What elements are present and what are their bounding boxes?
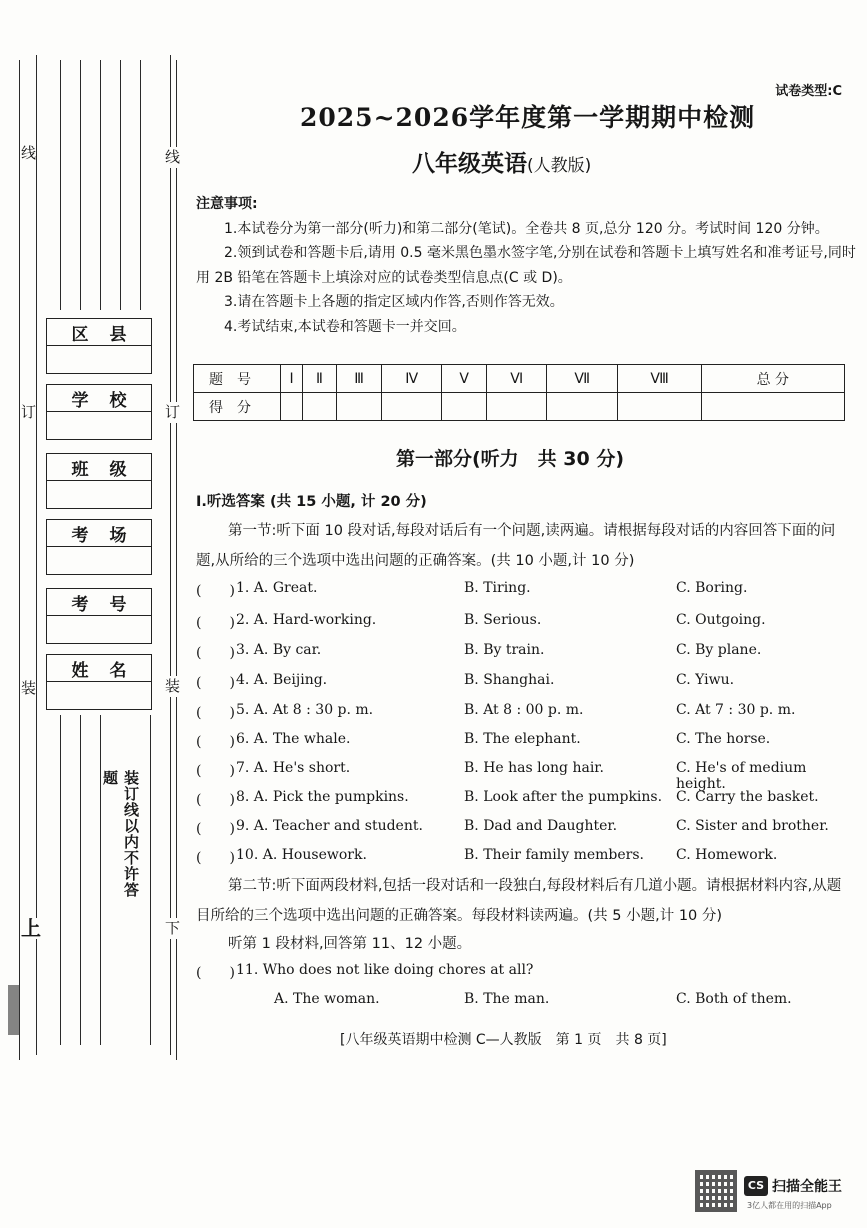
score-col-header: Ⅷ — [618, 365, 701, 393]
subject-label: 八年级英语 — [412, 151, 527, 177]
info-label-char: 学 — [71, 390, 89, 411]
question-stem: 11. Who does not like doing chores at all? — [236, 962, 534, 978]
question-row — [196, 672, 856, 696]
question-row — [196, 818, 856, 842]
option-c: C. Boring. — [676, 580, 748, 596]
option-b: B. By train. — [464, 642, 545, 658]
margin-char-xian: 线 — [21, 144, 37, 162]
score-cell[interactable] — [546, 393, 617, 421]
answer-blank[interactable]: ( ) — [196, 734, 235, 750]
option-b: B. Tiring. — [464, 580, 531, 596]
question-stem: 6. A. The whale. — [236, 731, 351, 747]
score-col-header: Ⅶ — [546, 365, 617, 393]
question-row — [196, 789, 856, 813]
option-b: B. Their family members. — [464, 847, 644, 863]
score-col-header: I — [281, 365, 303, 393]
question-stem: 4. A. Beijing. — [236, 672, 328, 688]
info-label-char: 区 — [71, 324, 89, 345]
score-table — [193, 364, 845, 421]
question-row — [196, 612, 856, 636]
option-c: C. By plane. — [676, 642, 762, 658]
note-item: 4.考试结束,本试卷和答题卡一并交回。 — [224, 318, 466, 335]
option-b: B. The man. — [464, 991, 550, 1007]
section1-part1-instructions — [196, 516, 846, 576]
info-field-name[interactable] — [46, 654, 152, 710]
option-c: C. At 7 : 30 p. m. — [676, 702, 796, 718]
part1-title: 第一部分(听力 共 30 分) — [396, 448, 625, 470]
option-b: B. Shanghai. — [464, 672, 555, 688]
note-item: 2.领到试卷和答题卡后,请用 0.5 毫米黑色墨水签字笔,分别在试卷和答题卡上填写姓名和准考证号,同时用 2B 铅笔在答题卡上填涂对应的试卷类型信息点(C 或 D)。 — [196, 245, 856, 286]
score-cell[interactable] — [303, 393, 337, 421]
info-field-exam-number[interactable] — [46, 588, 152, 644]
section1-title: Ⅰ.听选答案 (共 15 小题, 计 20 分) — [196, 494, 427, 510]
info-field-exam-room[interactable] — [46, 519, 152, 575]
question-row — [196, 731, 856, 755]
option-b: B. The elephant. — [464, 731, 581, 747]
info-label-char: 校 — [109, 390, 127, 411]
option-c: C. He's of medium height. — [676, 760, 807, 792]
instruction-text: 听第 1 段材料,回答第 11、12 小题。 — [228, 936, 472, 952]
score-col-header: 总 分 — [701, 365, 844, 393]
score-col-header: Ⅵ — [487, 365, 547, 393]
score-cell[interactable] — [442, 393, 487, 421]
score-table-score-row — [194, 393, 845, 421]
option-c: C. Both of them. — [676, 991, 792, 1007]
option-c: C. Sister and brother. — [676, 818, 829, 834]
note-item: 3.请在答题卡上各题的指定区域内作答,否则作答无效。 — [224, 294, 564, 310]
question-11-options — [196, 991, 856, 1015]
question-stem: 3. A. By car. — [236, 642, 322, 658]
option-b: B. Dad and Daughter. — [464, 818, 618, 834]
question-stem: 1. A. Great. — [236, 580, 318, 596]
answer-blank[interactable]: ( ) — [196, 821, 235, 837]
margin-char-xian-inner: 线 — [165, 148, 181, 166]
score-col-header: V — [442, 365, 487, 393]
score-col-header: Ⅱ — [303, 365, 337, 393]
margin-char-ding-inner: 订 — [165, 403, 181, 421]
question-stem: 8. A. Pick the pumpkins. — [236, 789, 409, 805]
info-field-school[interactable] — [46, 384, 152, 440]
option-b: B. He has long hair. — [464, 760, 604, 776]
notes-section — [196, 192, 856, 339]
note-item: 1.本试卷分为第一部分(听力)和第二部分(笔试)。全卷共 8 页,总分 120 分。考试时间 120 分钟。 — [224, 220, 829, 237]
info-label-char: 号 — [109, 594, 127, 615]
score-cell[interactable] — [701, 393, 844, 421]
score-cell[interactable] — [336, 393, 382, 421]
question-stem: 10. A. Housework. — [236, 847, 367, 863]
scanner-app-name: 扫描全能王 — [772, 1179, 842, 1195]
info-label-char: 级 — [109, 459, 127, 480]
score-row-label: 题号 — [194, 365, 281, 393]
answer-blank[interactable]: ( ) — [196, 583, 235, 599]
answer-blank[interactable]: ( ) — [196, 645, 235, 661]
question-row — [196, 760, 856, 792]
info-label-char: 名 — [109, 660, 127, 681]
option-c: C. Homework. — [676, 847, 778, 863]
section1-part2-instructions — [196, 871, 846, 931]
question-stem: 2. A. Hard-working. — [236, 612, 377, 628]
question-stem: 9. A. Teacher and student. — [236, 818, 423, 834]
info-label-char: 场 — [109, 525, 127, 546]
answer-blank[interactable]: ( ) — [196, 763, 235, 779]
option-a: A. The woman. — [274, 991, 380, 1007]
score-cell[interactable] — [618, 393, 701, 421]
qr-code-icon — [695, 1170, 737, 1212]
info-field-district[interactable] — [46, 318, 152, 374]
question-row-11 — [196, 962, 856, 986]
scanner-logo-icon: CS — [744, 1176, 768, 1196]
answer-blank[interactable]: ( ) — [196, 615, 235, 631]
score-col-header: Ⅲ — [336, 365, 382, 393]
option-b: B. At 8 : 00 p. m. — [464, 702, 584, 718]
answer-blank[interactable]: ( ) — [196, 792, 235, 808]
scanner-slogan: 3亿人都在用的扫描App — [747, 1201, 832, 1210]
score-table-header-row — [194, 365, 845, 393]
binding-warning: 装订线以内不许答题 — [101, 770, 140, 898]
exam-title: 2025~2026学年度第一学期期中检测 — [300, 103, 756, 132]
exam-subtitle — [412, 145, 591, 178]
option-b: B. Look after the pumpkins. — [464, 789, 663, 805]
question-stem: 5. A. At 8 : 30 p. m. — [236, 702, 374, 718]
page-footer: [八年级英语期中检测 C—人教版 第 1 页 共 8 页] — [340, 1032, 667, 1048]
score-col-header: Ⅳ — [382, 365, 442, 393]
exam-type-label: 试卷类型:C — [775, 84, 842, 99]
question-row — [196, 580, 856, 604]
material-1-instructions — [196, 929, 846, 959]
margin-char-shang: 上 — [21, 916, 41, 940]
info-label-char: 考 — [71, 594, 89, 615]
answer-blank[interactable]: ( ) — [196, 705, 235, 721]
info-label-char: 考 — [71, 525, 89, 546]
answer-blank[interactable]: ( ) — [196, 850, 235, 866]
scan-edge-mark — [8, 985, 20, 1035]
margin-char-ding: 订 — [21, 403, 37, 421]
option-b: B. Serious. — [464, 612, 542, 628]
question-row — [196, 642, 856, 666]
answer-blank[interactable]: ( ) — [196, 675, 235, 691]
answer-blank[interactable]: ( ) — [196, 965, 235, 981]
question-stem: 7. A. He's short. — [236, 760, 351, 776]
score-cell[interactable] — [281, 393, 303, 421]
instruction-text: 第二节:听下面两段材料,包括一段对话和一段独白,每段材料后有几道小题。请根据材料内容,从题目所给的三个选项中选出问题的正确答案。每段材料读两遍。(共 5 小题,计 10 分) — [196, 878, 842, 924]
info-label-char: 姓 — [71, 660, 89, 681]
score-cell[interactable] — [382, 393, 442, 421]
info-label-char: 班 — [71, 459, 89, 480]
option-c: C. The horse. — [676, 731, 771, 747]
margin-char-xia-inner: 下 — [165, 919, 181, 937]
margin-char-zhuang-inner: 装 — [165, 677, 181, 695]
score-row-label: 得分 — [194, 393, 281, 421]
score-cell[interactable] — [487, 393, 547, 421]
option-c: C. Yiwu. — [676, 672, 735, 688]
edition-label: (人教版) — [527, 156, 592, 176]
instruction-text: 第一节:听下面 10 段对话,每段对话后有一个问题,读两遍。请根据每段对话的内容回答下面的问题,从所给的三个选项中选出问题的正确答案。(共 10 小题,计 10 分) — [196, 523, 836, 569]
info-label-char: 县 — [109, 324, 127, 345]
notes-heading: 注意事项: — [196, 196, 258, 212]
option-c: C. Outgoing. — [676, 612, 766, 628]
question-row — [196, 702, 856, 726]
info-field-class[interactable] — [46, 453, 152, 509]
option-c: C. Carry the basket. — [676, 789, 819, 805]
question-row — [196, 847, 856, 871]
margin-char-zhuang: 装 — [21, 679, 37, 697]
